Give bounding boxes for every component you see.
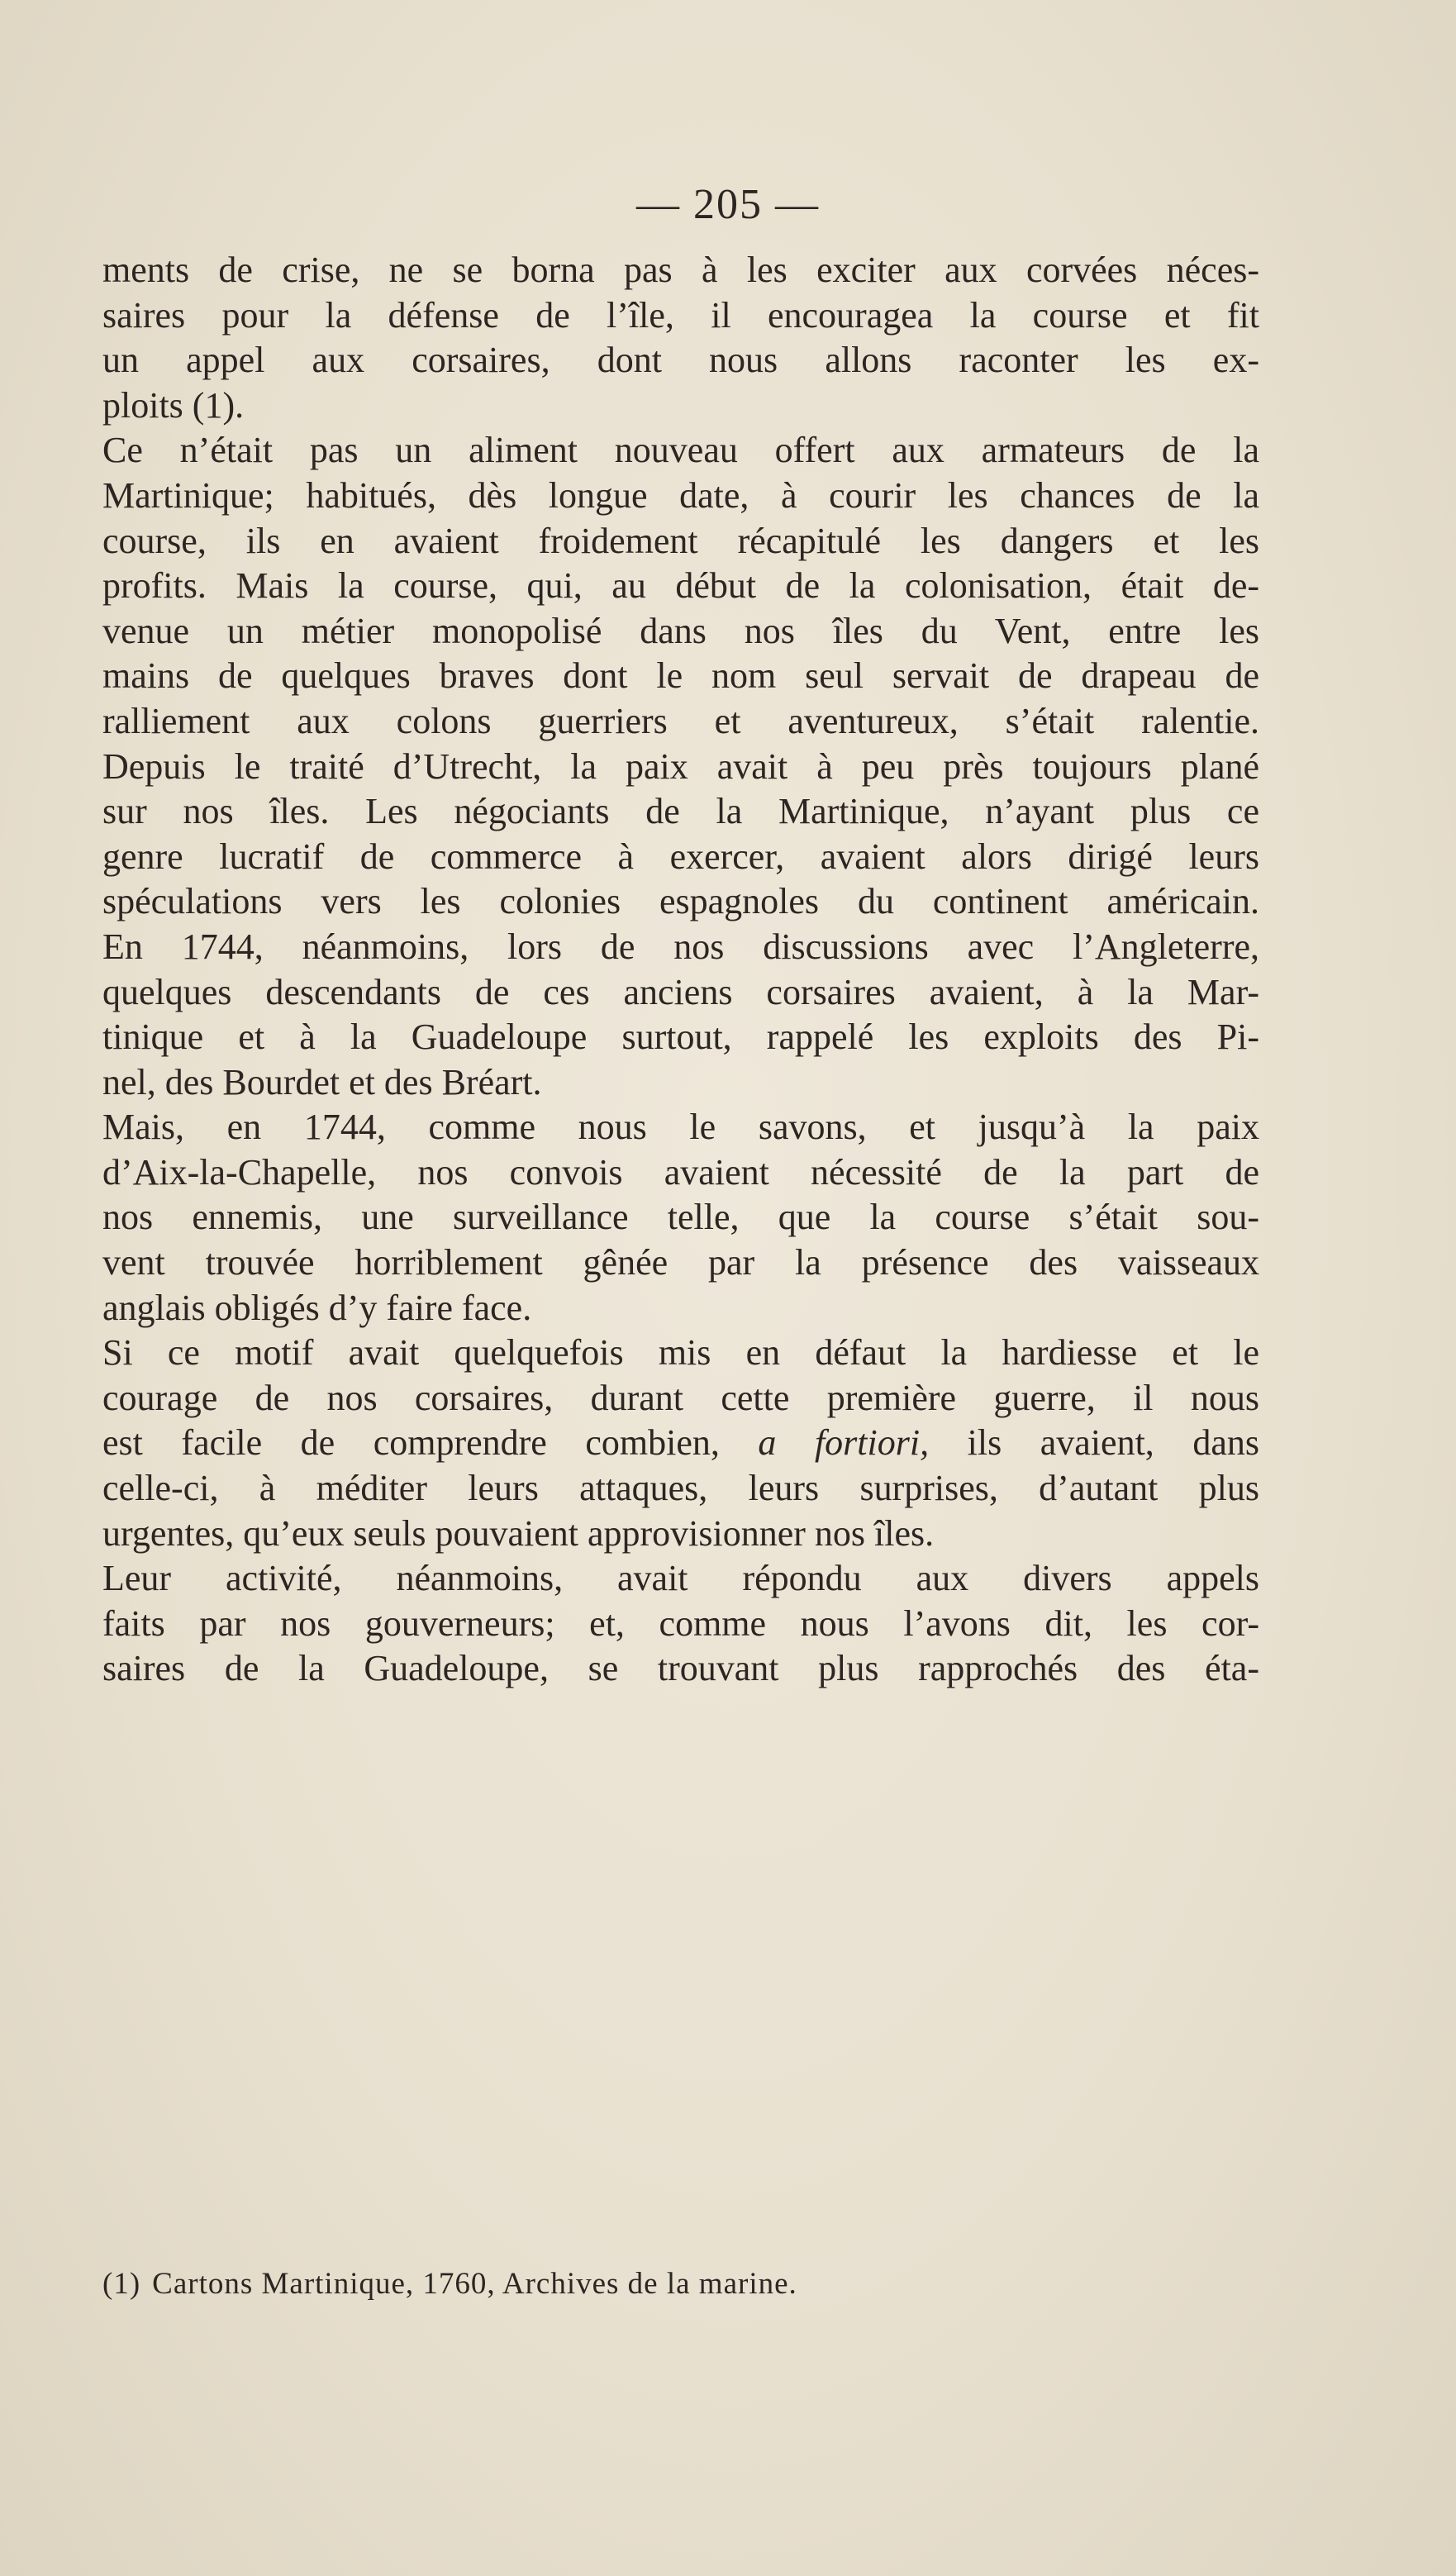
text-line: ments de crise, ne se borna pas à les exciter aux corvées néces- — [102, 250, 1259, 290]
text-line: profits. Mais la course, qui, au début de la colonisation, était de- — [102, 565, 1259, 607]
text-line: faits par nos gouverneurs; et, comme nous l’avons dit, les cor- — [102, 1602, 1259, 1644]
text-line: Ce n’était pas un aliment nouveau offert aux armateurs de la — [102, 430, 1259, 471]
page-number: — 205 — — [636, 181, 820, 228]
text-line: quelques descendants de ces anciens corsaires avaient, à la Mar- — [102, 971, 1259, 1012]
text-line: venue un métier monopolisé dans nos îles du Vent, entre les — [102, 610, 1259, 651]
footnote-text: Cartons Martinique, 1760, Archives de la marine. — [152, 2267, 797, 2301]
text-line: saires pour la défense de l’île, il encouragea la course et fit — [102, 294, 1259, 336]
text-line: genre lucratif de commerce à exercer, avaient alors dirigé leurs — [102, 836, 1259, 877]
text-line: saires de la Guadeloupe, se trouvant plus rapprochés des éta- — [102, 1648, 1259, 1689]
footnote-mark: (1) — [102, 2267, 141, 2301]
text-line: spéculations vers les colonies espagnoles du continent américain. — [102, 881, 1259, 922]
text-line: ralliement aux colons guerriers et aventureux, s’était ralentie. — [102, 700, 1259, 741]
text-line: Depuis le traité d’Utrecht, la paix avait à peu près toujours plané — [102, 745, 1259, 787]
body-text — [102, 248, 1259, 1692]
text-line: urgentes, qu’eux seuls pouvaient approvisionner nos îles. — [102, 1512, 935, 1554]
text-line: courage de nos corsaires, durant cette première guerre, il nous — [102, 1377, 1259, 1418]
text-line: nel, des Bourdet et des Bréart. — [102, 1061, 542, 1102]
text-line: Martinique; habitués, dès longue date, à courir les chances de la — [102, 474, 1259, 516]
text-line: nos ennemis, une surveillance telle, que la course s’était sou- — [102, 1197, 1259, 1238]
text-line: sur nos îles. Les négociants de la Martinique, n’ayant plus ce — [102, 791, 1259, 832]
text-line: vent trouvée horriblement gênée par la présence des vaisseaux — [102, 1242, 1259, 1283]
text-line: anglais obligés d’y faire face. — [102, 1287, 532, 1328]
text-line: celle-ci, à méditer leurs attaques, leurs surprises, d’autant plus — [102, 1468, 1259, 1509]
text-line: Mais, en 1744, comme nous le savons, et jusqu’à la paix — [102, 1107, 1259, 1148]
text-line: d’Aix-la-Chapelle, nos convois avaient nécessité de la part de — [102, 1151, 1259, 1193]
text-line: un appel aux corsaires, dont nous allons raconter les ex- — [102, 340, 1259, 381]
text-line: est facile de comprendre combien, a fortiori, ils avaient, dans — [102, 1422, 1259, 1464]
text-line: course, ils en avaient froidement récapitulé les dangers et les — [102, 520, 1259, 561]
footnote — [102, 2266, 1259, 2302]
text-line: tinique et à la Guadeloupe surtout, rappelé les exploits des Pi- — [102, 1017, 1259, 1058]
text-line: mains de quelques braves dont le nom seul servait de drapeau de — [102, 655, 1259, 697]
text-line: ploits (1). — [102, 384, 245, 426]
text-line: Leur activité, néanmoins, avait répondu aux divers appels — [102, 1558, 1259, 1599]
text-line: Si ce motif avait quelquefois mis en défaut la hardiesse et le — [102, 1332, 1259, 1374]
text-line: En 1744, néanmoins, lors de nos discussions avec l’Angleterre, — [102, 926, 1259, 967]
